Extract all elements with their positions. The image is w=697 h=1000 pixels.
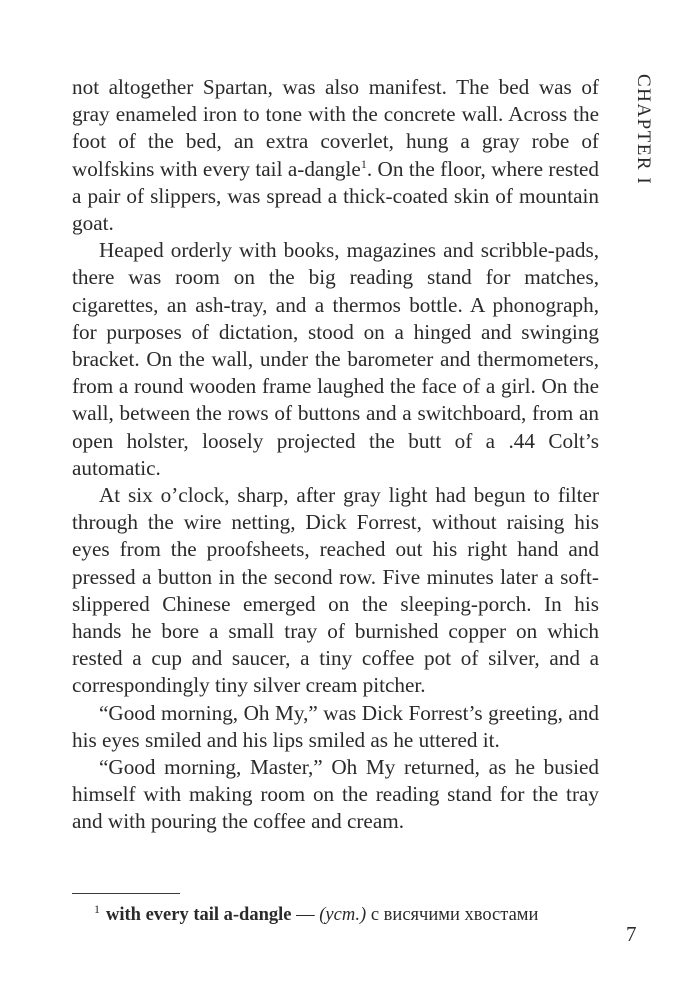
footnote-term: with every tail a-dangle [106, 905, 292, 925]
paragraph-1-text-after: . On the floor, where rested a pair of slippers, was spread a thick-coated skin of mountain goat. [72, 156, 600, 236]
running-head: CHAPTER I [633, 74, 654, 186]
paragraph-1-text-before: not altogether Spartan, was also manifest. The bed was of gray enameled iron to tone with the concrete wall. Across the foot of the bed, an extra coverlet, hung a gray robe of wolfskins with every tail a-dangle [72, 75, 599, 181]
footnote [94, 903, 614, 927]
page-number: 7 [626, 922, 637, 946]
body-text [72, 74, 599, 836]
paragraph-3: At six o’clock, sharp, after gray light had begun to filter through the wire netting, Dick Forrest, without raising his eyes from the proofsheets, reached out his right hand and pressed a button in the second row. Five minutes later a soft-slippered Chinese emerged on the sleeping-porch. In his hands he bore a small tray of burnished copper on which rested a cup and saucer, a tiny coffee pot of silver, and a correspondingly tiny silver cream pitcher. [72, 483, 599, 698]
paragraph-1 [72, 74, 599, 237]
footnote-reference: 1 [360, 156, 367, 171]
paragraph-2: Heaped orderly with books, magazines and scribble-pads, there was room on the big reading stand for matches, cigarettes, an ash-tray, and a thermos bottle. A phonograph, for purposes of dictation, stood on a hinged and swinging bracket. On the wall, under the barometer and thermometers, from a round wooden frame laughed the face of a girl. On the wall, between the rows of buttons and a switchboard, from an open holster, loosely projected the butt of a .44 Colt’s automatic. [72, 238, 599, 480]
footnote-abbreviation: (уст.) [319, 905, 367, 925]
footnote-translation: с висячими хвостами [366, 905, 539, 925]
footnote-number: 1 [94, 901, 100, 916]
paragraph-5: “Good morning, Master,” Oh My returned, as he busied himself with making room on the reading stand for the tray and with pouring the coffee and cream. [72, 755, 599, 834]
footnote-dash: — [291, 905, 320, 925]
footnote-divider [72, 893, 180, 894]
paragraph-4: “Good morning, Oh My,” was Dick Forrest’s greeting, and his eyes smiled and his lips smiled as he uttered it. [72, 700, 599, 752]
